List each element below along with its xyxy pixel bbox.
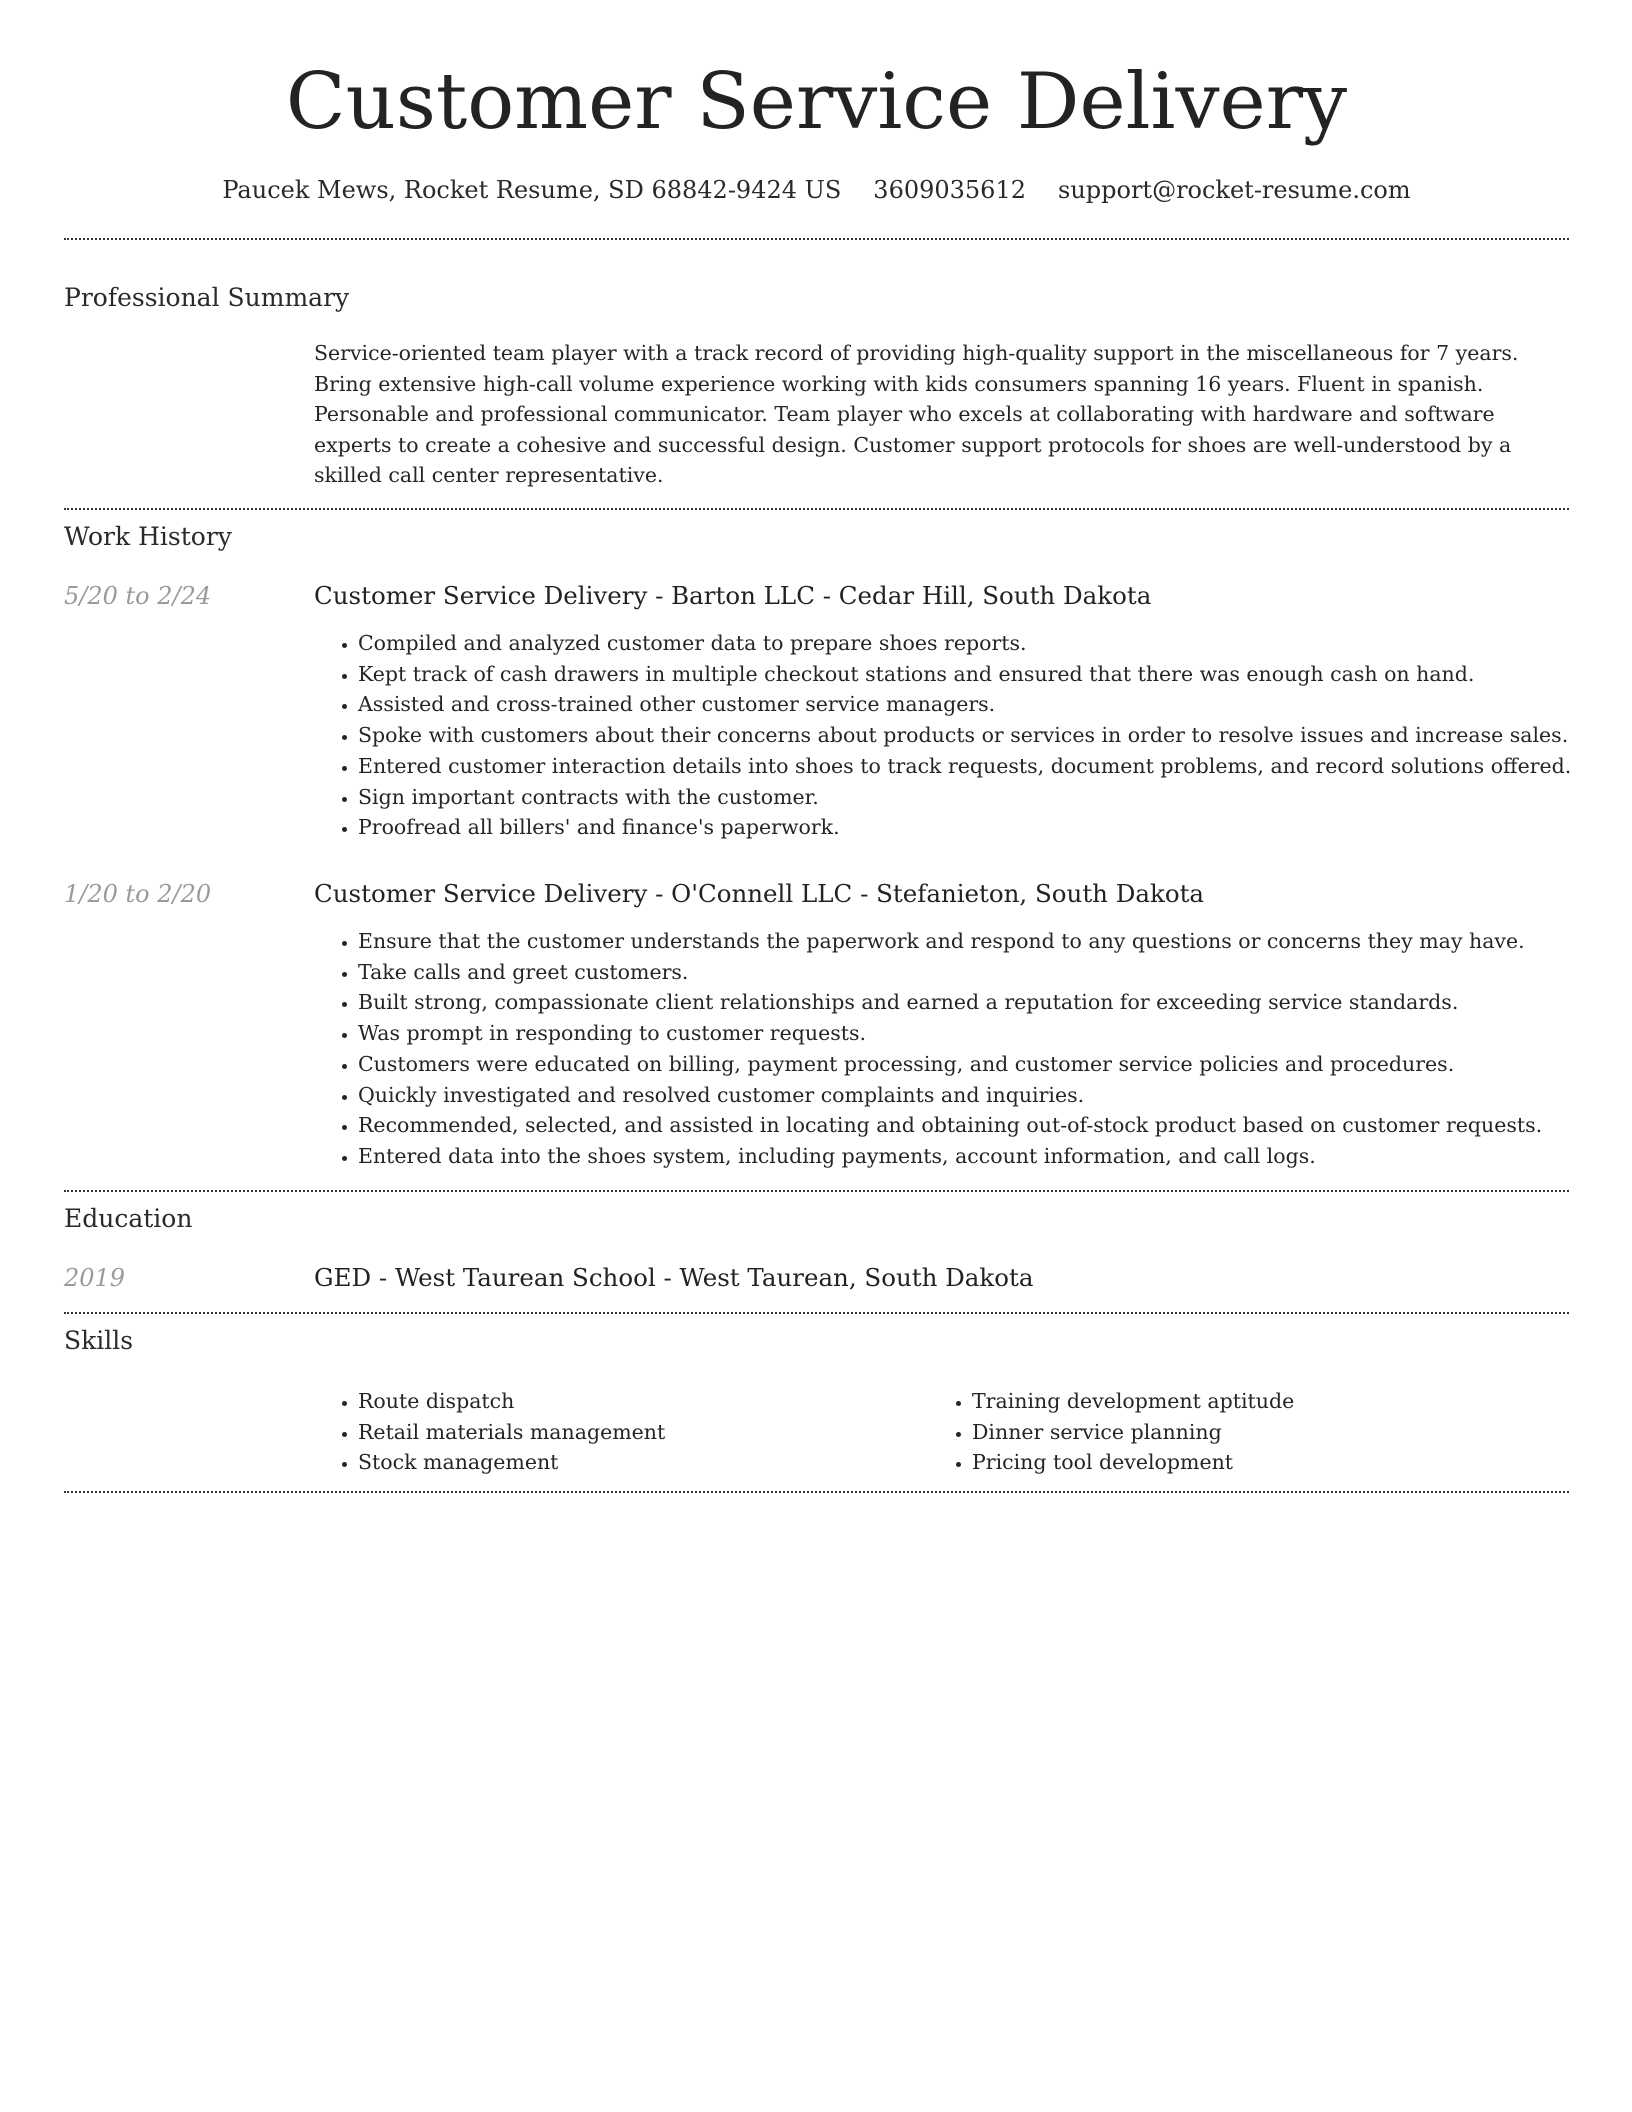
contact-address: Paucek Mews, Rocket Resume, SD 68842-9424 US xyxy=(222,176,842,204)
education-year: 2019 xyxy=(64,1264,126,1292)
skill-item: • Retail materials management xyxy=(358,1417,928,1448)
job-dates: 1/20 to 2/20 xyxy=(64,880,212,908)
skills-list-right xyxy=(928,1386,1569,1478)
education-heading: GED - West Taurean School - West Taurean, South Dakota xyxy=(314,1263,1034,1292)
list-item: • Sign important contracts with the customer. xyxy=(358,782,1569,813)
list-item: • Take calls and greet customers. xyxy=(358,957,1569,988)
divider xyxy=(64,238,1569,240)
skill-item: • Stock management xyxy=(358,1447,928,1478)
job-dates: 5/20 to 2/24 xyxy=(64,582,212,610)
list-item: • Entered data into the shoes system, including payments, account information, and call logs. xyxy=(358,1141,1569,1172)
list-item: • Kept track of cash drawers in multiple checkout stations and ensured that there was enough cash on hand. xyxy=(358,659,1569,690)
contact-phone: 3609035612 xyxy=(873,176,1026,204)
skill-item: • Dinner service planning xyxy=(972,1417,1569,1448)
skills-list-left xyxy=(314,1386,928,1478)
job-bullets xyxy=(314,628,1572,843)
skill-item: • Route dispatch xyxy=(358,1386,928,1417)
summary-text: Service-oriented team player with a track record of providing high-quality support in the miscellaneous for 7 years. Bring extensive high-call volume experience working with kids consumers spanning 16 years. Fluent in spanish. Personable and professional communicator. Team player who excels at collaborating with hardware and software experts to create a cohesive and successful design. Customer support protocols for shoes are well-understood by a skilled call center representative. xyxy=(314,341,1519,488)
list-item: • Proofread all billers' and finance's paperwork. xyxy=(358,812,1569,843)
skill-item: • Training development aptitude xyxy=(972,1386,1569,1417)
divider xyxy=(64,1190,1569,1192)
list-item: • Spoke with customers about their concerns about products or services in order to resolve issues and increase sales. xyxy=(358,720,1569,751)
list-item: • Assisted and cross-trained other customer service managers. xyxy=(358,689,1569,720)
work-section-title: Work History xyxy=(64,522,232,551)
contact-line xyxy=(64,170,1569,210)
list-item: • Was prompt in responding to customer requests. xyxy=(358,1018,1569,1049)
job-bullets xyxy=(314,926,1569,1172)
job-heading: Customer Service Delivery - Barton LLC - Cedar Hill, South Dakota xyxy=(314,581,1152,610)
list-item: • Quickly investigated and resolved customer complaints and inquiries. xyxy=(358,1080,1569,1111)
job-heading: Customer Service Delivery - O'Connell LLC - Stefanieton, South Dakota xyxy=(314,879,1205,908)
summary-section-title: Professional Summary xyxy=(64,283,350,312)
divider xyxy=(64,1491,1569,1493)
list-item: • Built strong, compassionate client relationships and earned a reputation for exceeding service standards. xyxy=(358,987,1569,1018)
skills-section-title: Skills xyxy=(64,1326,134,1355)
list-item: • Ensure that the customer understands the paperwork and respond to any questions or concerns they may have. xyxy=(358,926,1569,957)
divider xyxy=(64,1312,1569,1314)
education-section-title: Education xyxy=(64,1204,193,1233)
list-item: • Entered customer interaction details into shoes to track requests, document problems, and record solutions offered. xyxy=(358,751,1569,782)
contact-email: support@rocket-resume.com xyxy=(1058,176,1411,204)
list-item: • Compiled and analyzed customer data to prepare shoes reports. xyxy=(358,628,1569,659)
list-item: • Customers were educated on billing, payment processing, and customer service policies and procedures. xyxy=(358,1049,1569,1080)
resume-name: Customer Service Delivery xyxy=(285,57,1348,147)
skill-item: • Pricing tool development xyxy=(972,1447,1569,1478)
divider xyxy=(64,508,1569,510)
list-item: • Recommended, selected, and assisted in locating and obtaining out-of-stock product based on customer requests. xyxy=(358,1110,1569,1141)
